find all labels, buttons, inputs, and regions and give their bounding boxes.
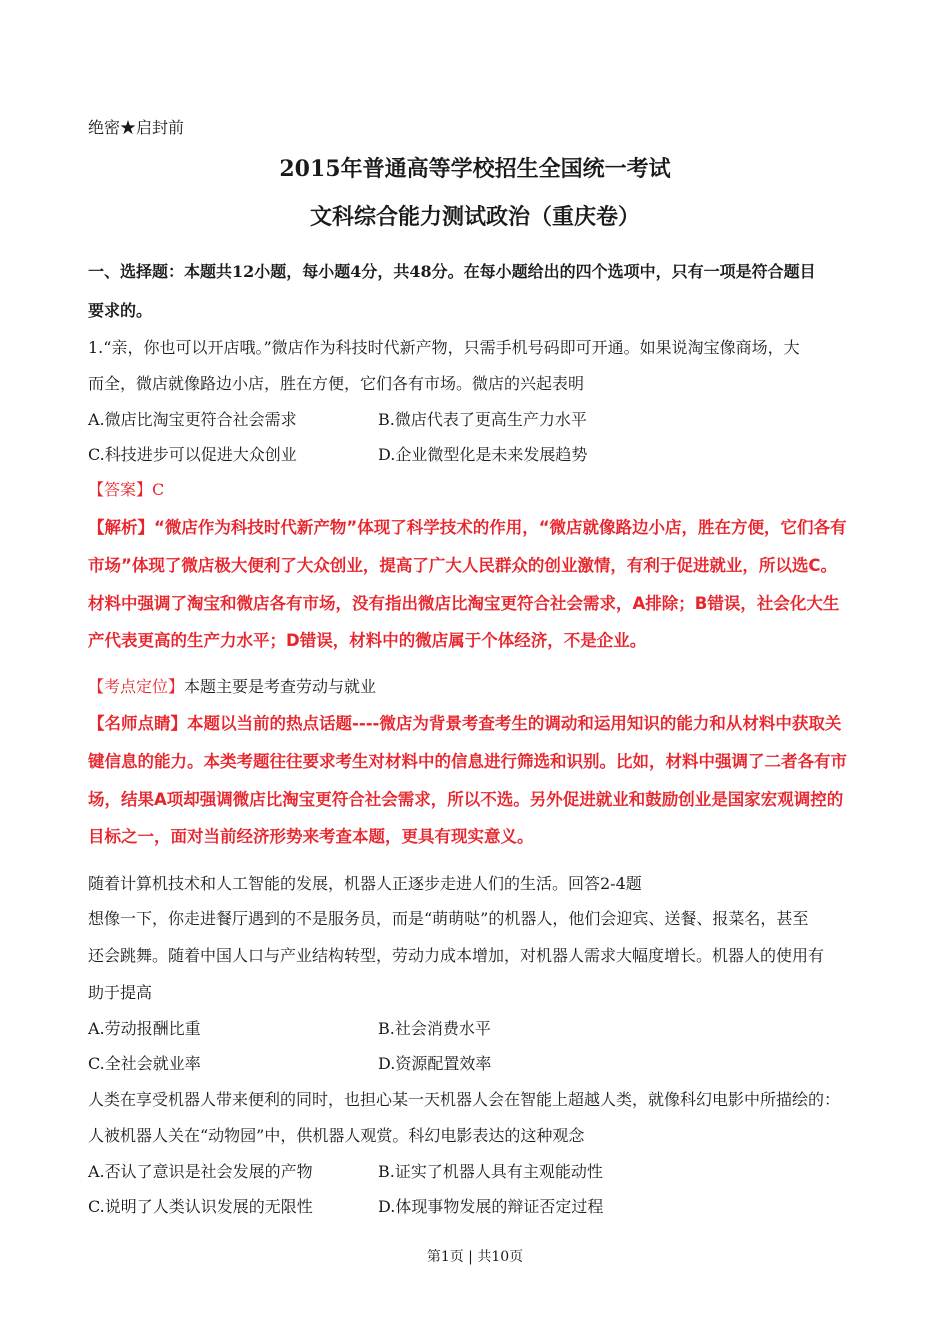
question-2-option-d: D.资源配置效率 xyxy=(378,1054,492,1073)
question-1-kaodian xyxy=(88,677,376,697)
question-1-analysis: 【解析】“微店作为科技时代新产物”体现了科学技术的作用，“微店就像路边小店，胜在方便，它们各有 xyxy=(88,518,847,537)
page-subtitle: 文科综合能力测试政治（重庆卷） xyxy=(309,204,640,230)
question-2-stem: 想像一下，你走进餐厅遇到的不是服务员，而是“萌萌哒”的机器人，他们会迎宾、送餐、报菜名，甚至 xyxy=(88,909,809,928)
question-1-analysis-line2: 市场”体现了微店极大便利了大众创业，提高了广大人民群众的创业激情，有利于促进就业，所以选C。 xyxy=(88,556,837,575)
question-1-stem-cont: 而全，微店就像路边小店，胜在方便，它们各有市场。微店的兴起表明 xyxy=(88,374,585,393)
question-1-stem: 1.“亲，你也可以开店哦。”微店作为科技时代新产物，只需手机号码即可开通。如果说淘宝像商场，大 xyxy=(88,338,800,357)
page-footer: 第1页 | 共10页 xyxy=(426,1249,524,1265)
page-title: 2015年普通高等学校招生全国统一考试 xyxy=(279,156,671,182)
question-3-option-a: A.否认了意识是社会发展的产物 xyxy=(88,1162,313,1181)
question-2-option-c: C.全社会就业率 xyxy=(88,1054,201,1073)
question-3-option-d: D.体现事物发展的辩证否定过程 xyxy=(378,1197,604,1216)
question-3-stem-line2: 人被机器人关在“动物园”中，供机器人观赏。科幻电影表达的这种观念 xyxy=(88,1126,585,1145)
question-1-tip: 【名师点睛】本题以当前的热点话题----微店为背景考查考生的调动和运用知识的能力和从材料中获取关 xyxy=(88,714,842,733)
question-1-tip-line3: 场，结果A项却强调微店比淘宝更符合社会需求，所以不选。另外促进就业和鼓励创业是国家宏观调控的 xyxy=(88,790,844,809)
question-1-answer: 【答案】C xyxy=(88,480,165,499)
question-2-option-b: B.社会消费水平 xyxy=(378,1019,491,1038)
section-instruction: 一、选择题：本题共12小题，每小题4分，共48分。在每小题给出的四个选项中，只有一项是符合题目 xyxy=(88,262,816,281)
kaodian-label: 【考点定位】 xyxy=(88,677,185,696)
question-1-tip-line4: 目标之一，面对当前经济形势来考查本题，更具有现实意义。 xyxy=(88,827,534,846)
secret-label: 绝密★启封前 xyxy=(88,118,185,137)
question-1-option-d: D.企业微型化是未来发展趋势 xyxy=(378,445,588,464)
section-instruction-cont: 要求的。 xyxy=(88,301,153,320)
question-1-option-b: B.微店代表了更高生产力水平 xyxy=(378,410,587,429)
question-2-option-a: A.劳动报酬比重 xyxy=(88,1019,201,1038)
question-3-option-b: B.证实了机器人具有主观能动性 xyxy=(378,1162,603,1181)
question-1-analysis-line4: 产代表更高的生产力水平；D错误，材料中的微店属于个体经济，不是企业。 xyxy=(88,631,647,650)
kaodian-text: 本题主要是考查劳动与就业 xyxy=(184,677,377,696)
question-3-stem: 人类在享受机器人带来便利的同时，也担心某一天机器人会在智能上超越人类，就像科幻电影中所描绘的： xyxy=(88,1090,841,1109)
group-intro: 随着计算机技术和人工智能的发展，机器人正逐步走进人们的生活。回答2-4题 xyxy=(88,874,642,893)
question-1-tip-line2: 键信息的能力。本类考题往往要求考生对材料中的信息进行筛选和识别。比如，材料中强调了二者各有市 xyxy=(88,752,847,771)
question-1-analysis-line3: 材料中强调了淘宝和微店各有市场，没有指出微店比淘宝更符合社会需求，A排除；B错误，社会化大生 xyxy=(88,594,840,613)
question-3-option-c: C.说明了人类认识发展的无限性 xyxy=(88,1197,313,1216)
question-2-stem-line3: 助于提高 xyxy=(88,983,153,1002)
question-1-option-a: A.微店比淘宝更符合社会需求 xyxy=(88,410,297,429)
question-1-option-c: C.科技进步可以促进大众创业 xyxy=(88,445,297,464)
question-2-stem-line2: 还会跳舞。随着中国人口与产业结构转型，劳动力成本增加，对机器人需求大幅度增长。机器人的使用有 xyxy=(88,946,825,965)
